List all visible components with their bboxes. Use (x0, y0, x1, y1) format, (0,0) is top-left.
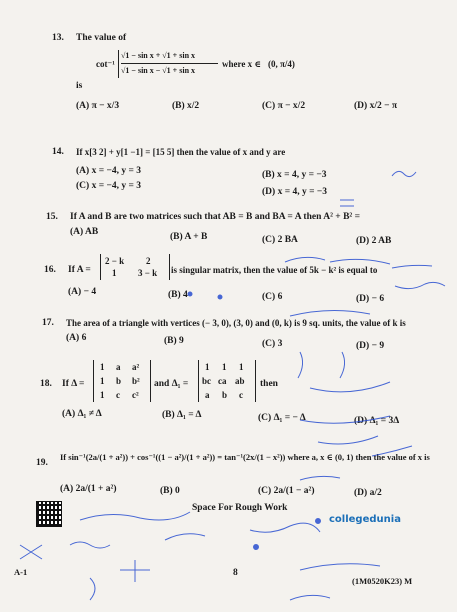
q16-text-b: is singular matrix, then the value of 5k − k² is equal to (171, 265, 378, 275)
question-15-text: If A and B are two matrices such that AB = B and BA = A then A² + B² = (70, 212, 361, 222)
q13-interval: (0, π/4) (268, 59, 295, 69)
question-16-number: 16. (44, 265, 56, 275)
q16-option-b: (B) 4 (168, 290, 188, 300)
q16-m11: 2 − k (105, 256, 125, 266)
q18-a22: b (116, 376, 122, 386)
q13-denominator: √1 − sin x − √1 + sin x (121, 66, 196, 75)
q13-option-c: (C) π − x/2 (262, 101, 306, 111)
q18-b32: b (222, 390, 228, 400)
q16-option-c: (C) 6 (262, 292, 283, 302)
q19-option-a: (A) 2a/(1 + a²) (60, 484, 117, 494)
q18-a21: 1 (100, 376, 105, 386)
question-19-number: 19. (36, 458, 48, 468)
q16-option-a: (A) − 4 (68, 287, 97, 297)
q13-where: where x ∈ (222, 59, 261, 69)
q18-b31: a (205, 390, 210, 400)
q18-a11: 1 (100, 362, 105, 372)
q18-text-and: and Δ₁ = (154, 379, 189, 389)
q13-cot-inverse: cot⁻¹ (96, 59, 115, 69)
collegedunia-watermark: collegedunia (329, 514, 401, 525)
q16-m22: 3 − k (138, 268, 158, 278)
q18-option-d: (D) Δ₁ = 3Δ (354, 416, 400, 426)
q18-option-c: (C) Δ₁ = − Δ (258, 413, 306, 423)
q18-b11: 1 (205, 362, 210, 372)
q18-b23: ab (235, 376, 245, 386)
q15-option-a: (A) AB (70, 227, 99, 237)
rough-work-label: Space For Rough Work (192, 503, 288, 513)
q17-option-a: (A) 6 (66, 333, 87, 343)
q18-text-a: If Δ = (62, 379, 85, 389)
q18-a13: a² (132, 362, 140, 372)
page-number: 8 (233, 568, 238, 578)
q18-a12: a (116, 362, 121, 372)
side-label: A-1 (14, 567, 28, 577)
q15-option-b: (B) A + B (170, 232, 208, 242)
q18-b22: ca (218, 376, 227, 386)
q19-option-d: (D) a/2 (354, 488, 382, 498)
q15-option-c: (C) 2 BA (262, 235, 298, 245)
question-18-number: 18. (40, 379, 52, 389)
q13-numerator: √1 − sin x + √1 + sin x (121, 51, 196, 60)
q17-option-c: (C) 3 (262, 339, 283, 349)
q19-option-b: (B) 0 (160, 486, 180, 496)
q18-b13: 1 (239, 362, 244, 372)
q16-text-a: If A = (68, 265, 91, 275)
question-13-number: 13. (52, 33, 64, 43)
question-15-number: 15. (46, 212, 58, 222)
question-17-number: 17. (42, 318, 54, 328)
q13-option-a: (A) π − x/3 (76, 101, 120, 111)
q16-m12: 2 (146, 256, 151, 266)
q14-option-d: (D) x = 4, y = −3 (262, 187, 328, 197)
q13-option-b: (B) x/2 (172, 101, 200, 111)
q16-m21: 1 (112, 268, 117, 278)
q18-text-then: then (260, 379, 278, 389)
q18-a32: c (116, 390, 120, 400)
q13-is: is (76, 81, 83, 91)
question-13-text: The value of (76, 33, 127, 43)
q18-b33: c (239, 390, 243, 400)
q18-a31: 1 (100, 390, 105, 400)
q18-option-b: (B) Δ₁ = Δ (162, 410, 202, 420)
q17-option-b: (B) 9 (164, 336, 184, 346)
q14-option-a: (A) x = −4, y = 3 (76, 166, 142, 176)
question-14-number: 14. (52, 147, 64, 157)
question-14-text: If x[3 2] + y[1 −1] = [15 5] then the value of x and y are (76, 147, 286, 157)
q13-option-d: (D) x/2 − π (354, 101, 398, 111)
question-19-text: If sin⁻¹(2a/(1 + a²)) + cos⁻¹((1 − a²)/(1 + a²)) = tan⁻¹(2x/(1 − x²)) where a, x ∈ (0, 1) then the value of x is (60, 452, 430, 462)
q18-option-a: (A) Δ₁ ≠ Δ (62, 409, 102, 419)
q19-option-c: (C) 2a/(1 − a²) (258, 486, 315, 496)
q17-option-d: (D) − 9 (356, 341, 385, 351)
q18-a23: b² (132, 376, 140, 386)
q14-option-b: (B) x = 4, y = −3 (262, 170, 327, 180)
q15-option-d: (D) 2 AB (356, 236, 392, 246)
q18-b21: bc (202, 376, 211, 386)
question-17-text: The area of a triangle with vertices (− 3, 0), (3, 0) and (0, k) is 9 sq. units, the value of k is (66, 318, 406, 328)
q16-option-d: (D) − 6 (356, 294, 385, 304)
q18-b12: 1 (222, 362, 227, 372)
q18-a33: c² (132, 390, 139, 400)
q14-option-c: (C) x = −4, y = 3 (76, 181, 142, 191)
paper-code: (1M0520K23) M (352, 576, 413, 586)
